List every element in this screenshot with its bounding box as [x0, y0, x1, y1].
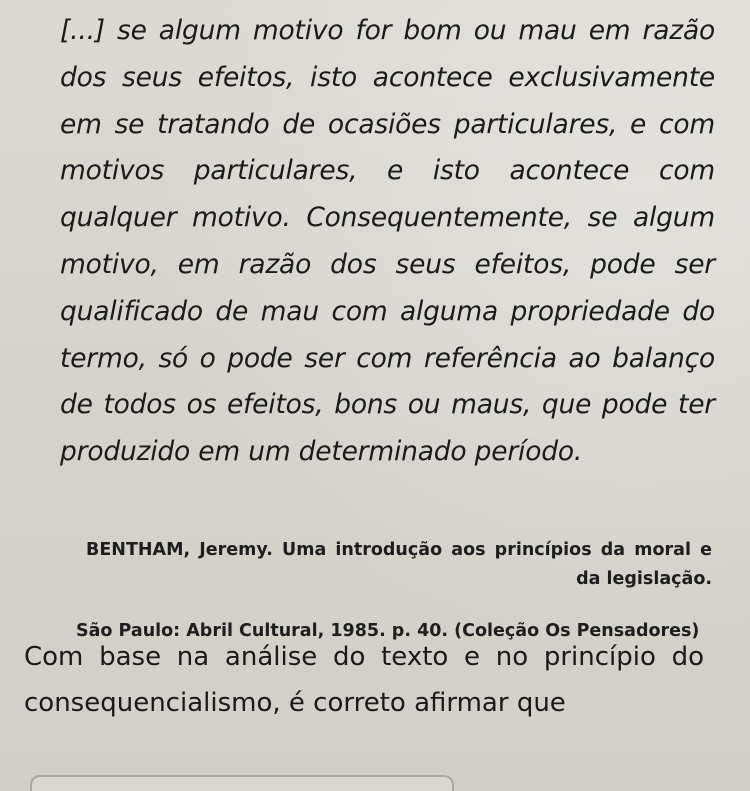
citation-reference: BENTHAM, Jeremy. Uma introdução aos princípios da moral e da legislação.: [86, 540, 712, 589]
question-prompt: Com base na análise do texto e no princípio do consequencialismo, é correto afirmar que: [24, 642, 704, 718]
citation-source: São Paulo: Abril Cultural, 1985. p. 40. (Coleção Os Pensadores): [76, 621, 700, 641]
answer-box: [30, 775, 454, 791]
bentham-quote: [...] se algum motivo for bom ou mau em razão dos seus efeitos, isto acontece exclusivamente em se tratando de ocasiões particulares, e com motivos particulares, e isto acontece com qualquer motivo. Consequentemente, se algum motivo, em razão dos seus efeitos, pode ser qualificado de mau com alguma propriedade do termo, só o pode ser com referência ao balanço de todos os efeitos, bons ou maus, que pode ter produzido em um determinado período.: [60, 15, 715, 468]
